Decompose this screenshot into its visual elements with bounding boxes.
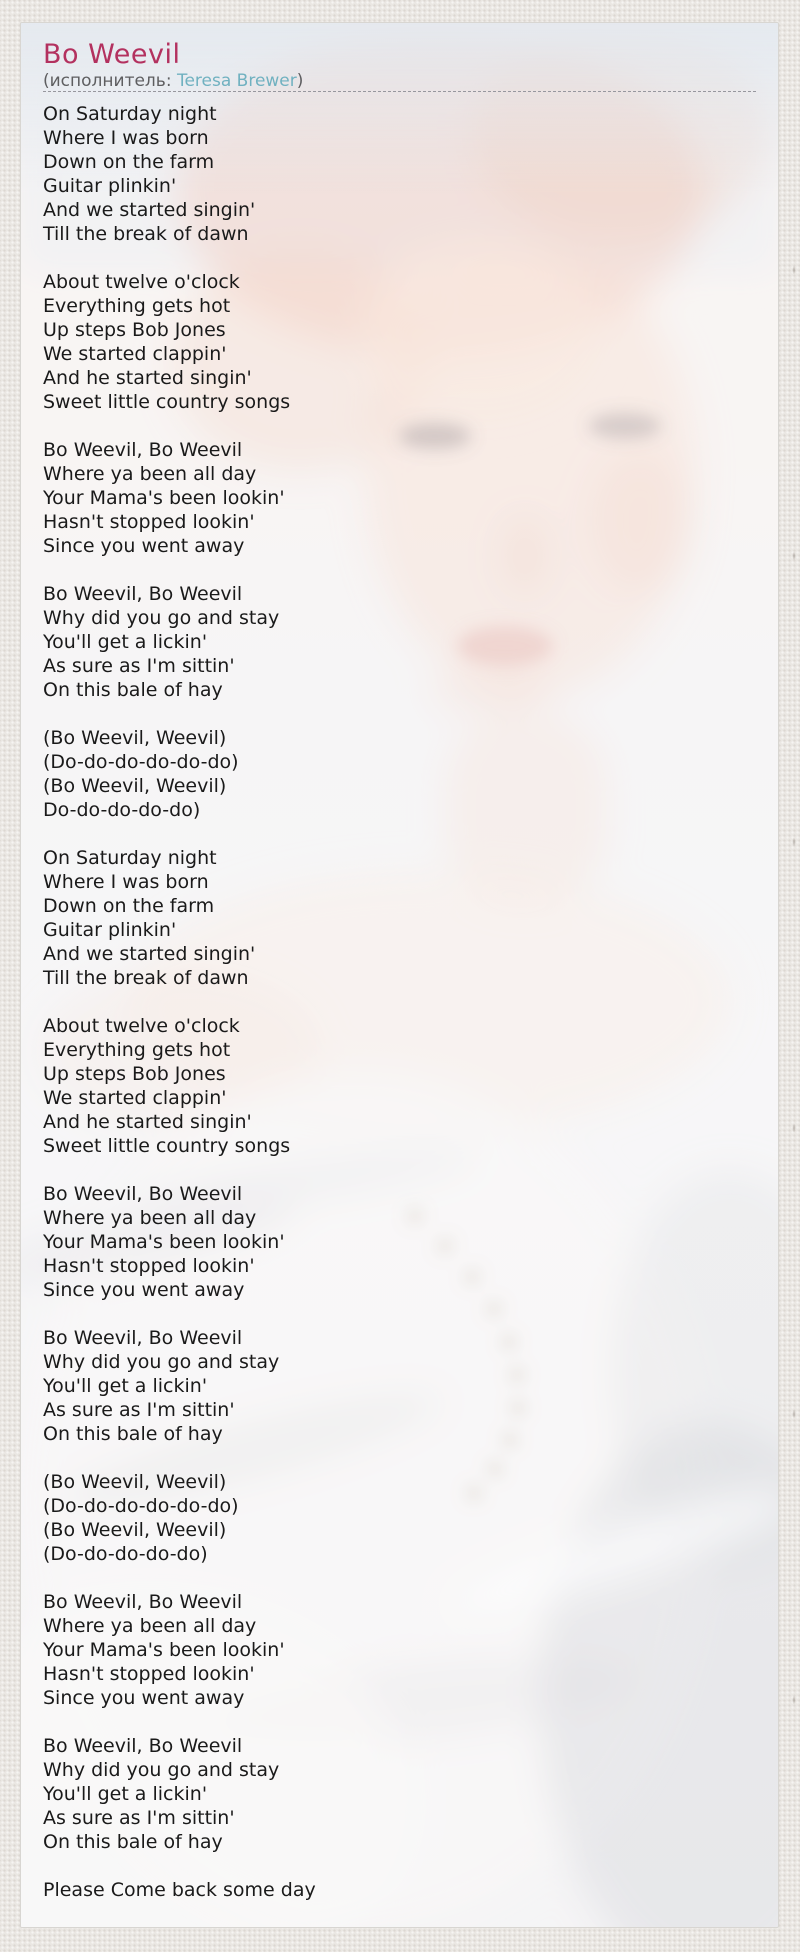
lyric-line: Till the break of dawn [43,223,249,245]
lyric-line: You'll get a lickin' [43,1375,208,1397]
lyric-line: Sweet little country songs [43,1135,291,1157]
lyric-line: Bo Weevil, Bo Weevil [43,1735,243,1757]
lyrics-stanza [43,1590,756,1710]
lyric-line: (Do-do-do-do-do-do) [43,751,239,773]
lyric-line: On this bale of hay [43,679,223,701]
lyric-line: On Saturday night [43,103,217,125]
lyric-line: As sure as I'm sittin' [43,1399,235,1421]
lyric-line: And we started singin' [43,199,256,221]
lyric-line: Why did you go and stay [43,1759,280,1781]
lyric-line: Where ya been all day [43,1615,257,1637]
lyric-line: And he started singin' [43,367,252,389]
lyric-line: Your Mama's been lookin' [43,1639,285,1661]
lyric-line: About twelve o'clock [43,271,240,293]
lyric-line: Down on the farm [43,151,215,173]
lyric-line: Hasn't stopped lookin' [43,1663,255,1685]
lyric-line: Do-do-do-do-do) [43,799,201,821]
artist-label-prefix: (исполнитель: [43,71,177,91]
lyric-line: About twelve o'clock [43,1015,240,1037]
lyric-line: Where ya been all day [43,463,257,485]
lyrics-stanza [43,1470,756,1566]
lyric-line: Hasn't stopped lookin' [43,511,255,533]
lyric-line: Bo Weevil, Bo Weevil [43,583,243,605]
lyric-line: Since you went away [43,535,245,557]
artist-link[interactable]: Teresa Brewer [176,71,297,91]
lyrics-stanza [43,1182,756,1302]
lyric-line: (Bo Weevil, Weevil) [43,727,227,749]
lyric-line: (Bo Weevil, Weevil) [43,1519,227,1541]
lyric-line: We started clappin' [43,1087,227,1109]
lyrics-stanza [43,1326,756,1446]
lyric-line: (Do-do-do-do-do) [43,1543,208,1565]
lyric-line: Down on the farm [43,895,215,917]
lyric-line: On Saturday night [43,847,217,869]
lyric-line: Bo Weevil, Bo Weevil [43,1327,243,1349]
lyric-line: Up steps Bob Jones [43,319,226,341]
lyric-line: On this bale of hay [43,1831,223,1853]
lyric-line: Everything gets hot [43,1039,231,1061]
lyrics-content [21,23,778,1928]
lyric-line: Why did you go and stay [43,1351,280,1373]
lyric-line: Why did you go and stay [43,607,280,629]
lyric-line: Up steps Bob Jones [43,1063,226,1085]
lyric-line: Bo Weevil, Bo Weevil [43,1591,243,1613]
lyric-line: Your Mama's been lookin' [43,1231,285,1253]
lyrics-stanza [43,438,756,558]
lyric-line: Where I was born [43,127,209,149]
lyrics-card [20,22,779,1928]
lyric-line: As sure as I'm sittin' [43,655,235,677]
lyric-line: Sweet little country songs [43,391,291,413]
lyric-line: And he started singin' [43,1111,252,1133]
lyric-line: Where I was born [43,871,209,893]
lyrics-stanza [43,1734,756,1854]
lyric-line: Till the break of dawn [43,967,249,989]
lyric-line: Everything gets hot [43,295,231,317]
lyric-line: Hasn't stopped lookin' [43,1255,255,1277]
lyric-line: We started clappin' [43,343,227,365]
lyric-line: Your Mama's been lookin' [43,487,285,509]
lyric-line: (Do-do-do-do-do-do) [43,1495,239,1517]
lyric-line: Since you went away [43,1279,245,1301]
lyric-line: Please Come back some day [43,1879,316,1901]
lyric-line: You'll get a lickin' [43,631,208,653]
song-title: Bo Weevil [43,39,181,70]
lyric-line: Where ya been all day [43,1207,257,1229]
lyrics-stanza [43,726,756,822]
lyric-line: Guitar plinkin' [43,919,177,941]
lyrics-stanza [43,846,756,990]
lyric-line: On this bale of hay [43,1423,223,1445]
artist-label-suffix: ) [296,71,304,91]
lyrics-text [43,102,756,1928]
lyric-line: Bo Weevil, Bo Weevil [43,1183,243,1205]
lyrics-stanza [43,102,756,246]
lyrics-stanza [43,1014,756,1158]
paper-texture-marks [789,0,799,1952]
lyric-line: (Bo Weevil, Weevil) [43,1471,227,1493]
lyric-line: As sure as I'm sittin' [43,1807,235,1829]
lyric-line: Bo Weevil, Bo Weevil [43,439,243,461]
artist-line [43,73,756,92]
lyrics-stanza [43,270,756,414]
lyric-line: You'll get a lickin' [43,1783,208,1805]
lyric-line: (Bo Weevil, Weevil) [43,775,227,797]
lyrics-stanza [43,582,756,702]
lyric-line: Since you went away [43,1687,245,1709]
lyric-line: Guitar plinkin' [43,175,177,197]
lyrics-stanza [43,1878,756,1902]
lyric-line: And we started singin' [43,943,256,965]
